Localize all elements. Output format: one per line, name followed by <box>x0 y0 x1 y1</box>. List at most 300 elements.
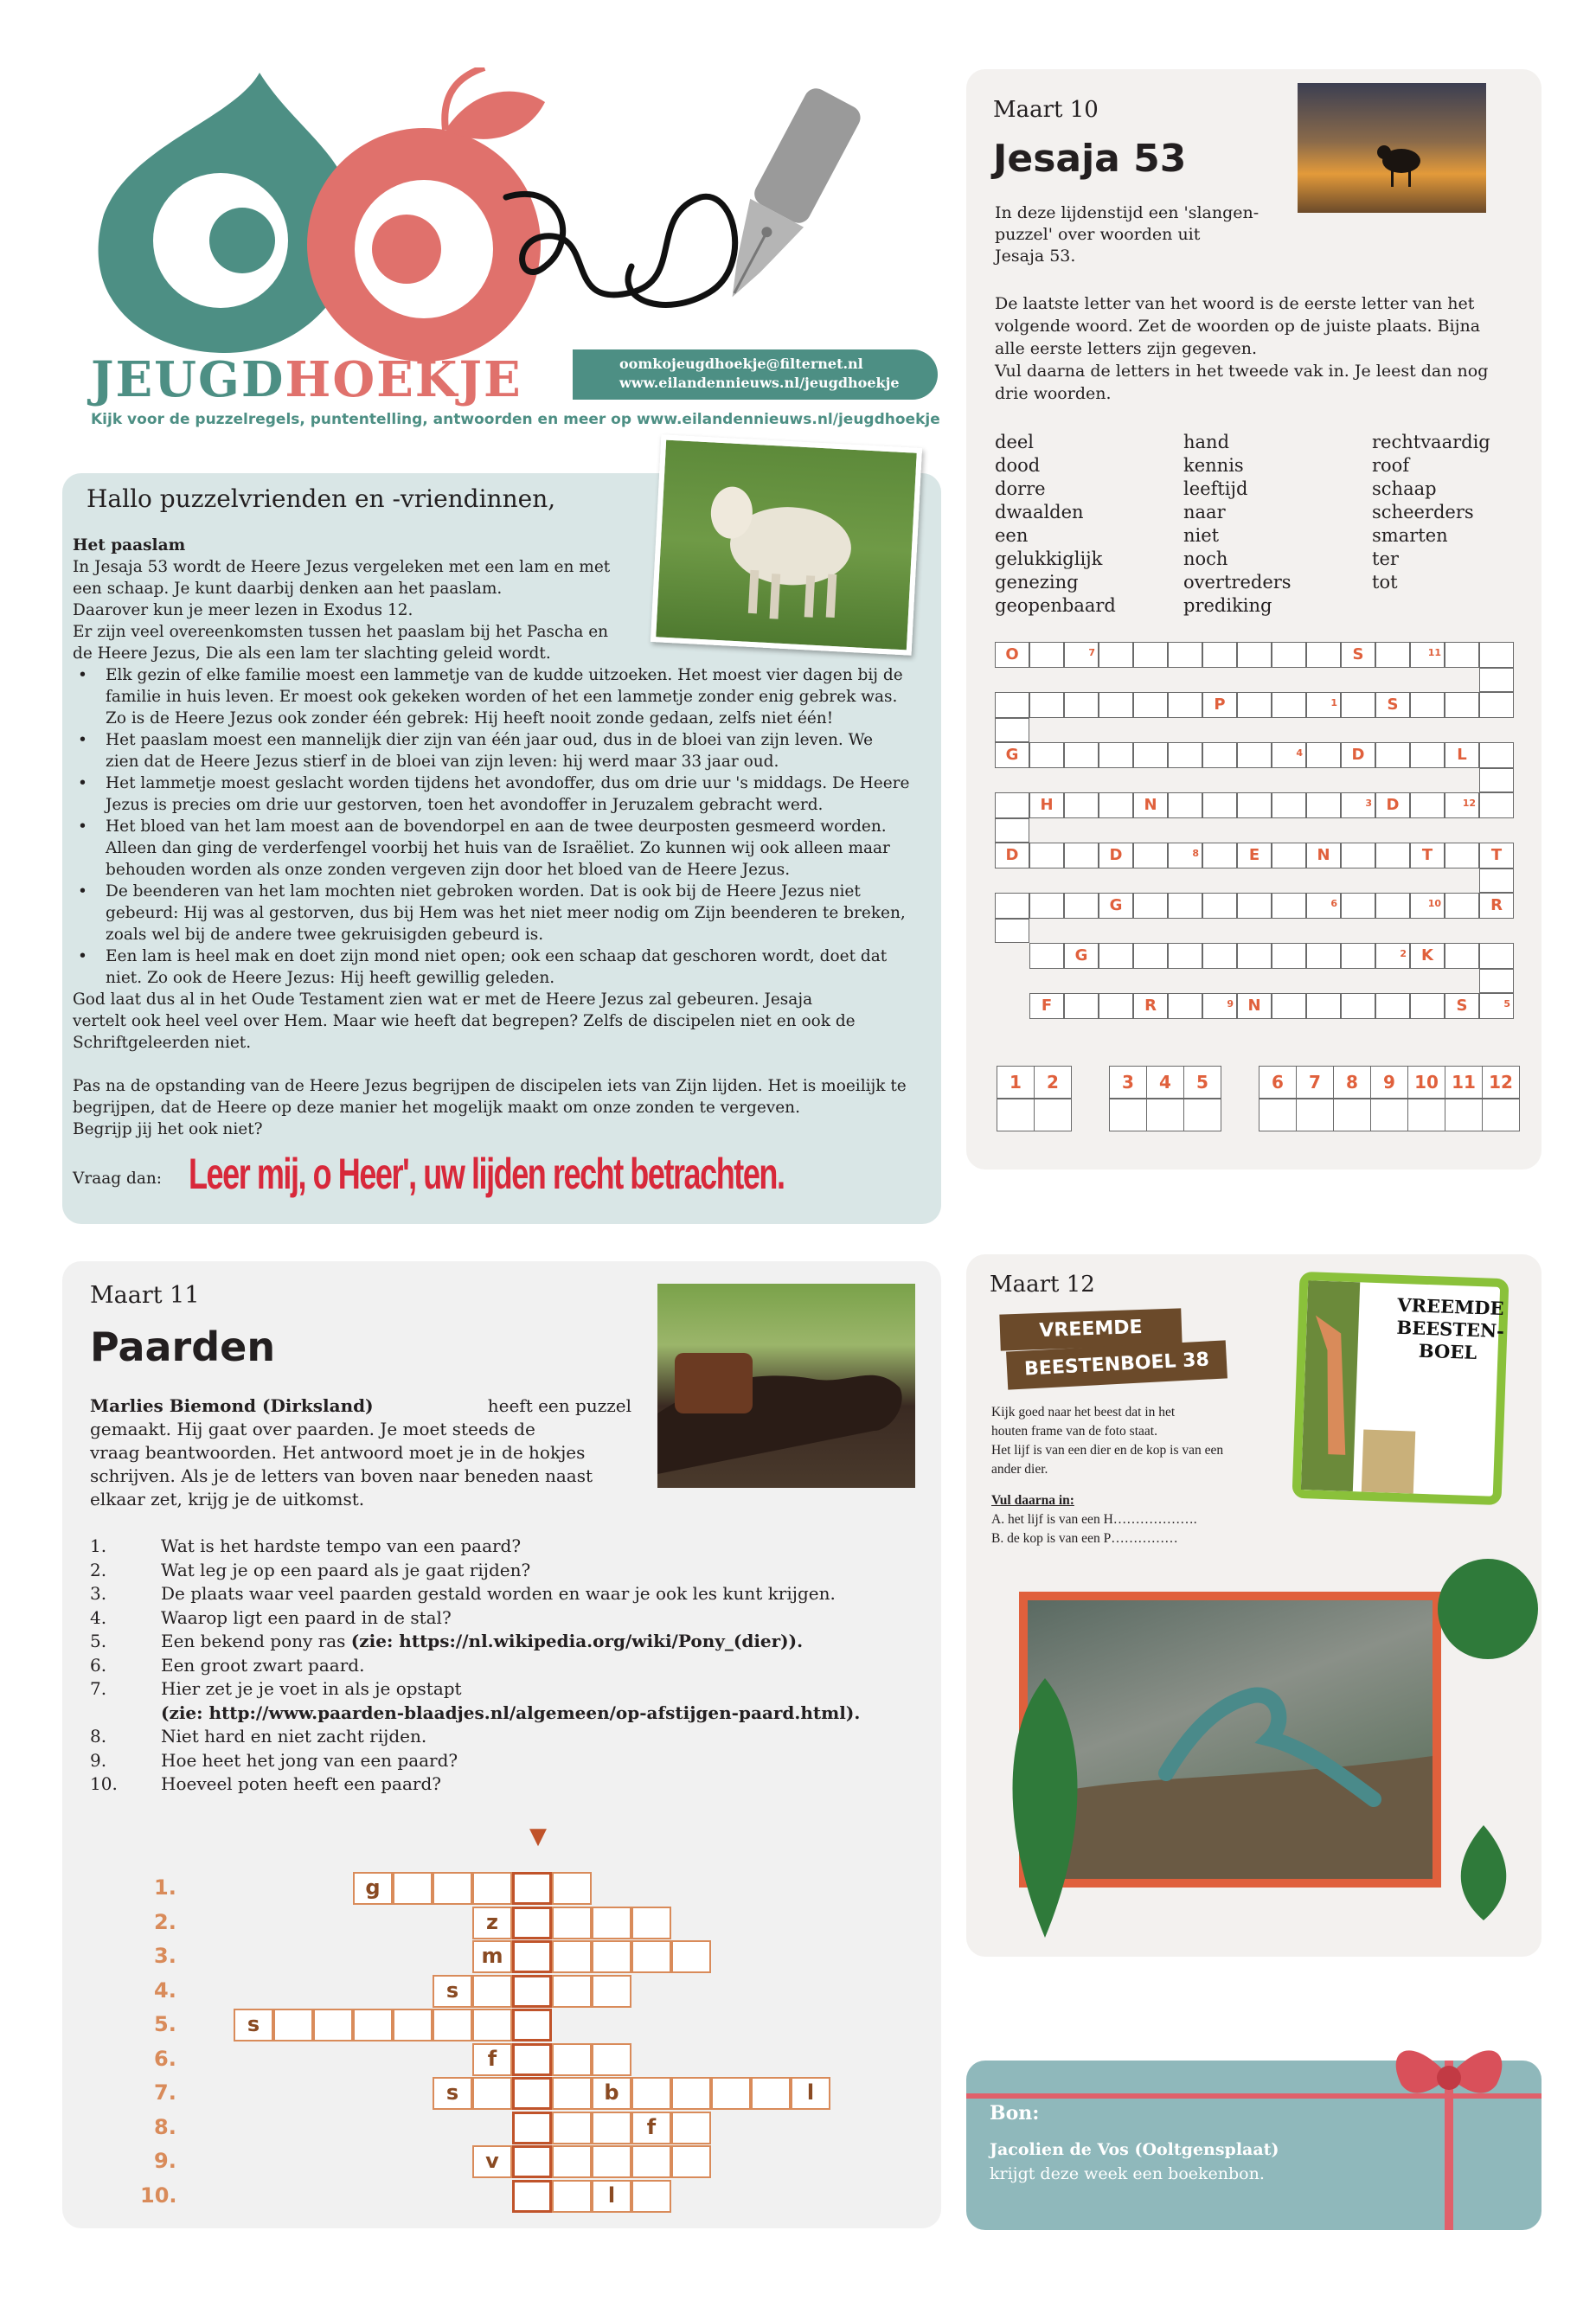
snake-cell[interactable] <box>1272 742 1306 768</box>
answer-number-cell: 12 <box>1482 1066 1520 1099</box>
snake-cell[interactable] <box>1272 692 1306 718</box>
question-number: 8. <box>90 1726 107 1747</box>
snake-cell[interactable]: F <box>1029 993 1064 1019</box>
bullet-item <box>73 664 929 729</box>
question-number: 3. <box>90 1583 107 1604</box>
snake-cell[interactable] <box>1479 993 1514 1019</box>
snake-connector <box>1479 668 1514 692</box>
word-item: ter <box>1372 548 1399 569</box>
frame-line: BEESTEN- <box>1396 1316 1505 1343</box>
snake-cell[interactable]: T <box>1410 843 1445 868</box>
snake-cell[interactable] <box>1133 943 1168 969</box>
answer-input-cell[interactable] <box>1482 1099 1520 1131</box>
snake-cell[interactable] <box>1237 692 1272 718</box>
crossword-cell[interactable] <box>631 2145 671 2178</box>
snake-cell[interactable] <box>1272 943 1306 969</box>
fill-label: Vul daarna in: <box>991 1493 1074 1508</box>
snake-cell-number: 3 <box>1365 798 1372 809</box>
snake-cell[interactable]: D <box>1341 742 1375 768</box>
text-line: gebeurd: Hij was al gestorven, dus bij Hem was het niet meer nodig om Zijn beenderen te breken, <box>106 904 906 922</box>
snake-cell[interactable] <box>1029 893 1064 919</box>
snake-cell[interactable]: E <box>1237 843 1272 868</box>
crossword-row-label: 3. <box>154 1944 176 1968</box>
snake-cell[interactable] <box>1029 943 1064 969</box>
crossword-solution-cell[interactable] <box>512 2077 552 2110</box>
snake-cell[interactable] <box>1410 642 1445 668</box>
crossword-cell[interactable]: s <box>234 2009 273 2041</box>
crossword-cell[interactable] <box>592 2043 631 2076</box>
snake-cell[interactable] <box>995 792 1029 818</box>
text-line: Begrijp jij het ook niet? <box>73 1120 263 1138</box>
snake-cell[interactable] <box>1272 993 1306 1019</box>
contact-email[interactable]: oomkojeugdhoekje@filternet.nl <box>619 356 863 372</box>
snake-cell[interactable] <box>1375 893 1410 919</box>
m12-date: Maart 12 <box>990 1272 1095 1298</box>
snake-cell[interactable]: T <box>1479 843 1514 868</box>
snake-cell[interactable] <box>1168 642 1202 668</box>
m11-date: Maart 11 <box>90 1282 200 1309</box>
snake-cell[interactable] <box>1410 893 1445 919</box>
intro-para2 <box>73 989 929 1054</box>
coral-fruit-icon <box>307 67 545 362</box>
snake-cell[interactable] <box>1029 742 1064 768</box>
crossword-cell[interactable]: s <box>433 1975 472 2008</box>
snake-cell[interactable] <box>1341 792 1375 818</box>
snake-cell[interactable] <box>1099 692 1133 718</box>
crossword-cell[interactable]: f <box>631 2112 671 2144</box>
crossword-cell[interactable] <box>592 2112 631 2144</box>
snake-cell[interactable] <box>1168 792 1202 818</box>
crossword-cell[interactable] <box>552 1907 592 1939</box>
intro-greeting: Hallo puzzelvrienden en -vriendinnen, <box>87 484 556 513</box>
snake-cell[interactable] <box>1029 642 1064 668</box>
snake-cell[interactable] <box>1202 993 1237 1019</box>
snake-cell-number: 6 <box>1330 898 1337 909</box>
word-item: niet <box>1183 525 1220 546</box>
answer-input-cell[interactable] <box>1109 1099 1147 1131</box>
answer-input-cell[interactable] <box>997 1099 1035 1131</box>
answer-number-cell: 2 <box>1034 1066 1072 1099</box>
snake-cell[interactable] <box>1375 843 1410 868</box>
word-item: scheerders <box>1372 502 1474 522</box>
snake-cell[interactable] <box>1064 692 1099 718</box>
crossword-cell[interactable]: z <box>472 1907 512 1939</box>
contact-website[interactable]: www.eilandennieuws.nl/jeugdhoekje <box>619 375 900 391</box>
snake-cell[interactable] <box>1375 742 1410 768</box>
snake-cell[interactable] <box>1341 943 1375 969</box>
sheep-silhouette-icon <box>1298 83 1486 213</box>
snake-cell[interactable] <box>1029 692 1064 718</box>
snake-cell[interactable] <box>1064 843 1099 868</box>
word-item: schaap <box>1372 478 1437 499</box>
snake-cell[interactable] <box>1306 893 1341 919</box>
answer-input-cell[interactable] <box>1370 1099 1408 1131</box>
crossword-cell[interactable] <box>592 2145 631 2178</box>
snake-cell[interactable] <box>1064 642 1099 668</box>
answer-input-cell[interactable] <box>1034 1099 1072 1131</box>
question-text: Hoe heet het jong van een paard? <box>161 1749 458 1771</box>
text-line: Vul daarna de letters in het tweede vak in. Je leest dan nog <box>995 362 1489 381</box>
snake-cell[interactable] <box>1410 792 1445 818</box>
snake-cell[interactable] <box>1099 742 1133 768</box>
question-item <box>90 1535 521 1558</box>
gift-bow-icon <box>1384 2024 1514 2119</box>
crossword-cell[interactable] <box>671 1940 711 1973</box>
crossword-cell[interactable] <box>433 2009 472 2041</box>
snake-cell[interactable]: G <box>1064 943 1099 969</box>
m11-author: Marlies Biemond (Dirksland) <box>90 1395 374 1416</box>
word-item: dood <box>995 455 1041 476</box>
answer-input-cell[interactable] <box>1259 1099 1297 1131</box>
snake-cell[interactable] <box>1133 893 1168 919</box>
crossword-cell[interactable] <box>472 1975 512 2008</box>
snake-cell[interactable] <box>1099 993 1133 1019</box>
snake-cell[interactable]: G <box>1099 893 1133 919</box>
snake-cell[interactable]: N <box>1133 792 1168 818</box>
crossword-cell[interactable]: g <box>353 1872 393 1905</box>
palm-leaf-right-bottom-icon <box>1453 1825 1514 1920</box>
crossword-solution-cell[interactable] <box>512 2043 552 2076</box>
snake-cell[interactable] <box>1341 692 1375 718</box>
snake-cell[interactable] <box>1168 993 1202 1019</box>
intro-para3 <box>73 1075 929 1140</box>
crossword-cell[interactable] <box>313 2009 353 2041</box>
crossword-solution-cell[interactable] <box>512 1907 552 1939</box>
crossword-solution-cell[interactable] <box>512 2112 552 2144</box>
snake-cell[interactable] <box>1341 843 1375 868</box>
answer-input-cell[interactable] <box>1146 1099 1184 1131</box>
crossword-cell[interactable] <box>631 2077 671 2110</box>
question-number: 7. <box>90 1678 107 1699</box>
question-item <box>90 1749 458 1772</box>
text-line: ander dier. <box>991 1462 1048 1477</box>
text-line: Daarover kun je meer lezen in Exodus 12. <box>73 601 413 619</box>
m11-questions <box>0 1535 941 1803</box>
crossword-cell[interactable]: f <box>472 2043 512 2076</box>
crossword-cell[interactable] <box>592 1940 631 1973</box>
snake-cell[interactable] <box>1202 792 1237 818</box>
fill-line-b: B. de kop is van een P…………… <box>991 1531 1178 1546</box>
crossword-cell[interactable]: b <box>592 2077 631 2110</box>
sign-vreemde: VREEMDE <box>999 1308 1182 1350</box>
snake-cell[interactable] <box>1133 692 1168 718</box>
crossword-solution-cell[interactable] <box>512 2180 552 2213</box>
answer-input-cell[interactable] <box>1333 1099 1371 1131</box>
snake-cell[interactable] <box>1202 742 1237 768</box>
snake-cell[interactable] <box>1375 943 1410 969</box>
crossword-solution-cell[interactable] <box>512 1975 552 2008</box>
question-link[interactable]: (zie: https://nl.wikipedia.org/wiki/Pony_(dier)). <box>350 1631 804 1651</box>
crossword-cell[interactable] <box>393 1872 433 1905</box>
crossword-cell[interactable] <box>552 2043 592 2076</box>
crossword-cell[interactable] <box>671 2145 711 2178</box>
crossword-row-label: 5. <box>154 2012 176 2036</box>
crossword-cell[interactable] <box>273 2009 313 2041</box>
snake-cell[interactable] <box>1306 692 1341 718</box>
word-list-col3 <box>1372 431 1490 594</box>
snake-cell[interactable] <box>1479 792 1514 818</box>
question-text: Wat leg je op een paard als je gaat rijden? <box>161 1559 531 1580</box>
question-item <box>90 1772 441 1796</box>
crossword-solution-cell[interactable] <box>512 1940 552 1973</box>
bullet-item <box>73 772 929 816</box>
crossword-cell[interactable] <box>433 1872 472 1905</box>
question-item <box>90 1677 462 1701</box>
snake-cell[interactable] <box>1133 642 1168 668</box>
snake-cell[interactable] <box>1029 843 1064 868</box>
frame-line: VREEMDE <box>1396 1293 1504 1320</box>
crossword-cell[interactable] <box>631 1907 671 1939</box>
question-number: 6. <box>90 1654 107 1676</box>
crossword-cell[interactable] <box>592 1907 631 1939</box>
crossword-cell[interactable] <box>751 2077 791 2110</box>
snake-cell[interactable] <box>1445 692 1479 718</box>
snake-cell[interactable] <box>1445 893 1479 919</box>
snake-cell[interactable]: D <box>1375 792 1410 818</box>
snake-cell[interactable] <box>1099 642 1133 668</box>
word-item: leeftijd <box>1183 478 1248 499</box>
snake-cell[interactable] <box>1064 893 1099 919</box>
snake-cell[interactable]: K <box>1410 943 1445 969</box>
snake-cell[interactable] <box>1168 742 1202 768</box>
crossword-cell[interactable] <box>631 2180 671 2213</box>
frame-caption <box>1395 1293 1505 1365</box>
ask-label: Vraag dan: <box>73 1170 163 1188</box>
crossword-cell[interactable] <box>552 2145 592 2178</box>
word-item: prediking <box>1183 595 1272 616</box>
snake-cell[interactable] <box>995 692 1029 718</box>
palm-leaf-right-top-icon <box>1436 1548 1540 1670</box>
crossword-cell[interactable] <box>711 2077 751 2110</box>
text-line: begrijpen, dat de Heere op deze manier het mogelijk maakt om onze zonden te vergeven. <box>73 1099 800 1117</box>
snake-cell[interactable] <box>1272 893 1306 919</box>
snake-cell[interactable] <box>1272 843 1306 868</box>
crossword-cell[interactable] <box>472 2009 512 2041</box>
snake-cell[interactable] <box>1168 943 1202 969</box>
logo-wordmark <box>91 351 522 408</box>
snake-cell[interactable] <box>1237 792 1272 818</box>
answer-input-cell[interactable] <box>1183 1099 1221 1131</box>
snake-cell[interactable] <box>1306 993 1341 1019</box>
snake-cell-number: 8 <box>1192 848 1199 859</box>
text-line: gemaakt. Hij gaat over paarden. Je moet steeds de <box>90 1419 535 1439</box>
question-item <box>90 1559 530 1582</box>
crossword-cell[interactable] <box>552 2180 592 2213</box>
crossword-cell[interactable]: m <box>472 1940 512 1973</box>
word-item: kennis <box>1183 455 1244 476</box>
crossword-cell[interactable] <box>671 2077 711 2110</box>
snake-cell[interactable]: D <box>1099 843 1133 868</box>
snake-cell[interactable] <box>1479 742 1514 768</box>
text-line: Er zijn veel overeenkomsten tussen het paaslam bij het Pascha en <box>73 623 609 641</box>
snake-cell[interactable] <box>1064 792 1099 818</box>
snake-cell[interactable]: L <box>1445 742 1479 768</box>
intro-heading: Het paaslam <box>73 536 186 554</box>
snake-cell[interactable] <box>1168 893 1202 919</box>
snake-cell[interactable]: H <box>1029 792 1064 818</box>
crossword-solution-cell[interactable] <box>512 1872 552 1905</box>
crossword-cell[interactable] <box>353 2009 393 2041</box>
snake-cell[interactable] <box>1237 893 1272 919</box>
text-line: een schaap. Je kunt daarbij denken aan het paaslam. <box>73 580 503 598</box>
text-line: Jezus is precies om drie uur gestorven, toen het avondoffer in Jeruzalem gebracht werd. <box>106 796 824 814</box>
word-item: overtreders <box>1183 572 1292 593</box>
text-line: Alleen dan ging de verderfengel voorbij het huis van de Israëliet. Zo kunnen wij ook alleen maar <box>106 839 890 857</box>
answer-input-cell[interactable] <box>1407 1099 1445 1131</box>
crossword-solution-cell[interactable] <box>512 2009 552 2041</box>
text-line: elkaar zet, krijg je de uitkomst. <box>90 1489 365 1509</box>
crossword-row-label: 4. <box>154 1977 176 2003</box>
crossword-row-label: 1. <box>154 1875 176 1900</box>
snake-cell[interactable] <box>1306 742 1341 768</box>
crossword-cell[interactable]: l <box>592 2180 631 2213</box>
snake-cell[interactable] <box>1306 792 1341 818</box>
jeugdhoekje-logo-art <box>78 67 952 362</box>
word-list-col1 <box>995 431 1116 618</box>
word-item: genezing <box>995 572 1079 593</box>
snake-cell[interactable]: N <box>1237 993 1272 1019</box>
snake-cell-number: 2 <box>1400 948 1407 959</box>
snake-cell[interactable] <box>1479 642 1514 668</box>
snake-cell[interactable]: G <box>995 742 1029 768</box>
crossword-cell[interactable] <box>592 1975 631 2008</box>
snake-cell-number: 4 <box>1296 747 1303 759</box>
snake-cell[interactable] <box>1237 642 1272 668</box>
text-line: Pas na de opstanding van de Heere Jezus begrijpen de discipelen iets van Zijn lijden. Het is moeilijk te <box>73 1077 907 1095</box>
question-link[interactable]: (zie: http://www.paarden-blaadjes.nl/algemeen/op-afstijgen-paard.html). <box>161 1702 861 1723</box>
crossword-cell[interactable] <box>552 1872 592 1905</box>
word-item: dwaalden <box>995 502 1084 522</box>
crossword-cell[interactable]: v <box>472 2145 512 2178</box>
text-line: volgende woord. Zet de woorden op de juiste plaats. Bijna <box>995 317 1481 336</box>
snake-cell[interactable] <box>1168 692 1202 718</box>
snake-cell[interactable] <box>1306 642 1341 668</box>
snake-cell[interactable]: R <box>1133 993 1168 1019</box>
answer-input-cell[interactable] <box>1296 1099 1334 1131</box>
snake-cell-number: 7 <box>1088 647 1095 658</box>
snake-cell[interactable]: R <box>1479 893 1514 919</box>
text-line: Jesaja 53. <box>995 247 1076 266</box>
snake-cell[interactable] <box>1064 742 1099 768</box>
answer-number-cell: 4 <box>1146 1066 1184 1099</box>
intro-article <box>73 535 929 1140</box>
text-line: Het lijf is van een dier en de kop is van een <box>991 1443 1224 1458</box>
bullet-item <box>73 729 929 772</box>
crossword-cell[interactable] <box>552 2112 592 2144</box>
question-item <box>90 1582 836 1606</box>
snake-cell[interactable] <box>1272 792 1306 818</box>
snake-cell[interactable] <box>1410 692 1445 718</box>
text-line: puzzel' over woorden uit <box>995 225 1201 244</box>
snake-cell[interactable] <box>1375 993 1410 1019</box>
word-item: gelukkiglijk <box>995 548 1103 569</box>
horse-illustration <box>657 1284 915 1488</box>
arrow-down-icon: ▼ <box>529 1823 547 1849</box>
crossword-cell[interactable] <box>472 2077 512 2110</box>
snake-cell[interactable]: S <box>1341 642 1375 668</box>
bon-label: Bon: <box>990 2102 1040 2125</box>
snake-cell-number: 10 <box>1427 898 1441 909</box>
m10-intro <box>995 202 1259 267</box>
crossword-cell[interactable] <box>393 2009 433 2041</box>
snake-cell[interactable]: S <box>1445 993 1479 1019</box>
snake-cell[interactable] <box>1168 843 1202 868</box>
snake-cell[interactable] <box>1237 943 1272 969</box>
snake-cell[interactable]: O <box>995 642 1029 668</box>
intro-para1 <box>73 556 929 664</box>
snake-cell[interactable] <box>1237 742 1272 768</box>
snake-cell[interactable] <box>995 893 1029 919</box>
snake-cell[interactable] <box>1099 943 1133 969</box>
question-number: 4. <box>90 1606 107 1628</box>
snake-cell[interactable]: N <box>1306 843 1341 868</box>
snake-cell[interactable] <box>1445 642 1479 668</box>
crossword-solution-cell[interactable] <box>512 2145 552 2178</box>
snake-cell[interactable] <box>1445 792 1479 818</box>
snake-cell[interactable] <box>1202 843 1237 868</box>
snake-cell[interactable] <box>1445 843 1479 868</box>
snake-cell[interactable]: P <box>1202 692 1237 718</box>
crossword-row-label: 2. <box>154 1909 176 1934</box>
answer-number-cell: 7 <box>1296 1066 1334 1099</box>
crossword-cell[interactable]: l <box>791 2077 830 2110</box>
snake-cell[interactable] <box>1133 742 1168 768</box>
word-item: geopenbaard <box>995 595 1116 616</box>
snake-cell[interactable] <box>1099 792 1133 818</box>
text-line: Schriftgeleerden niet. <box>73 1034 252 1052</box>
snake-cell[interactable] <box>1410 993 1445 1019</box>
crossword-cell[interactable] <box>552 2077 592 2110</box>
crossword-cell[interactable] <box>671 2112 711 2144</box>
snake-cell[interactable] <box>1341 893 1375 919</box>
text-line: De laatste letter van het woord is de eerste letter van het <box>995 294 1475 313</box>
crossword-cell[interactable]: s <box>433 2077 472 2110</box>
text-line: God laat dus al in het Oude Testament zien wat er met de Heere Jezus zal gebeuren. Jesaja <box>73 990 813 1009</box>
crossword-cell[interactable] <box>472 1872 512 1905</box>
crossword-row-label: 8. <box>154 2114 176 2139</box>
snake-cell[interactable] <box>1479 692 1514 718</box>
text-line: • De beenderen van het lam mochten niet gebroken worden. Dat is ook bij de Heere Jezus niet <box>106 882 861 901</box>
snake-cell[interactable] <box>1341 993 1375 1019</box>
snake-cell[interactable] <box>1375 642 1410 668</box>
snake-cell[interactable] <box>1133 843 1168 868</box>
snake-cell[interactable] <box>1479 943 1514 969</box>
snake-cell[interactable] <box>1202 943 1237 969</box>
snake-cell[interactable] <box>1272 642 1306 668</box>
snake-cell-number: 12 <box>1462 798 1476 809</box>
question-item <box>90 1725 426 1748</box>
answer-input-cell[interactable] <box>1445 1099 1483 1131</box>
crossword-cell[interactable] <box>631 1940 671 1973</box>
crossword-cell[interactable] <box>552 1975 592 2008</box>
snake-cell[interactable] <box>1445 943 1479 969</box>
text-line: niet. Zo ook de Heere Jezus: Hij heeft gewillig geleden. <box>106 969 555 987</box>
crossword-row-label: 10. <box>140 2182 177 2208</box>
snake-cell[interactable] <box>1064 993 1099 1019</box>
snake-cell[interactable] <box>1202 642 1237 668</box>
crossword-cell[interactable] <box>552 1940 592 1973</box>
question-item <box>90 1654 364 1677</box>
snake-cell[interactable] <box>1410 742 1445 768</box>
snake-cell[interactable] <box>1202 893 1237 919</box>
word-list-col2 <box>1183 431 1292 618</box>
text-line: vertelt ook heel veel over Hem. Maar wie heeft dat begrepen? Zelfs de discipelen niet en ook de <box>73 1012 856 1030</box>
bullet-item <box>73 945 929 989</box>
snake-cell[interactable] <box>1306 943 1341 969</box>
snake-cell[interactable]: S <box>1375 692 1410 718</box>
question-text: Niet hard en niet zacht rijden. <box>161 1726 427 1747</box>
snake-cell[interactable]: D <box>995 843 1029 868</box>
